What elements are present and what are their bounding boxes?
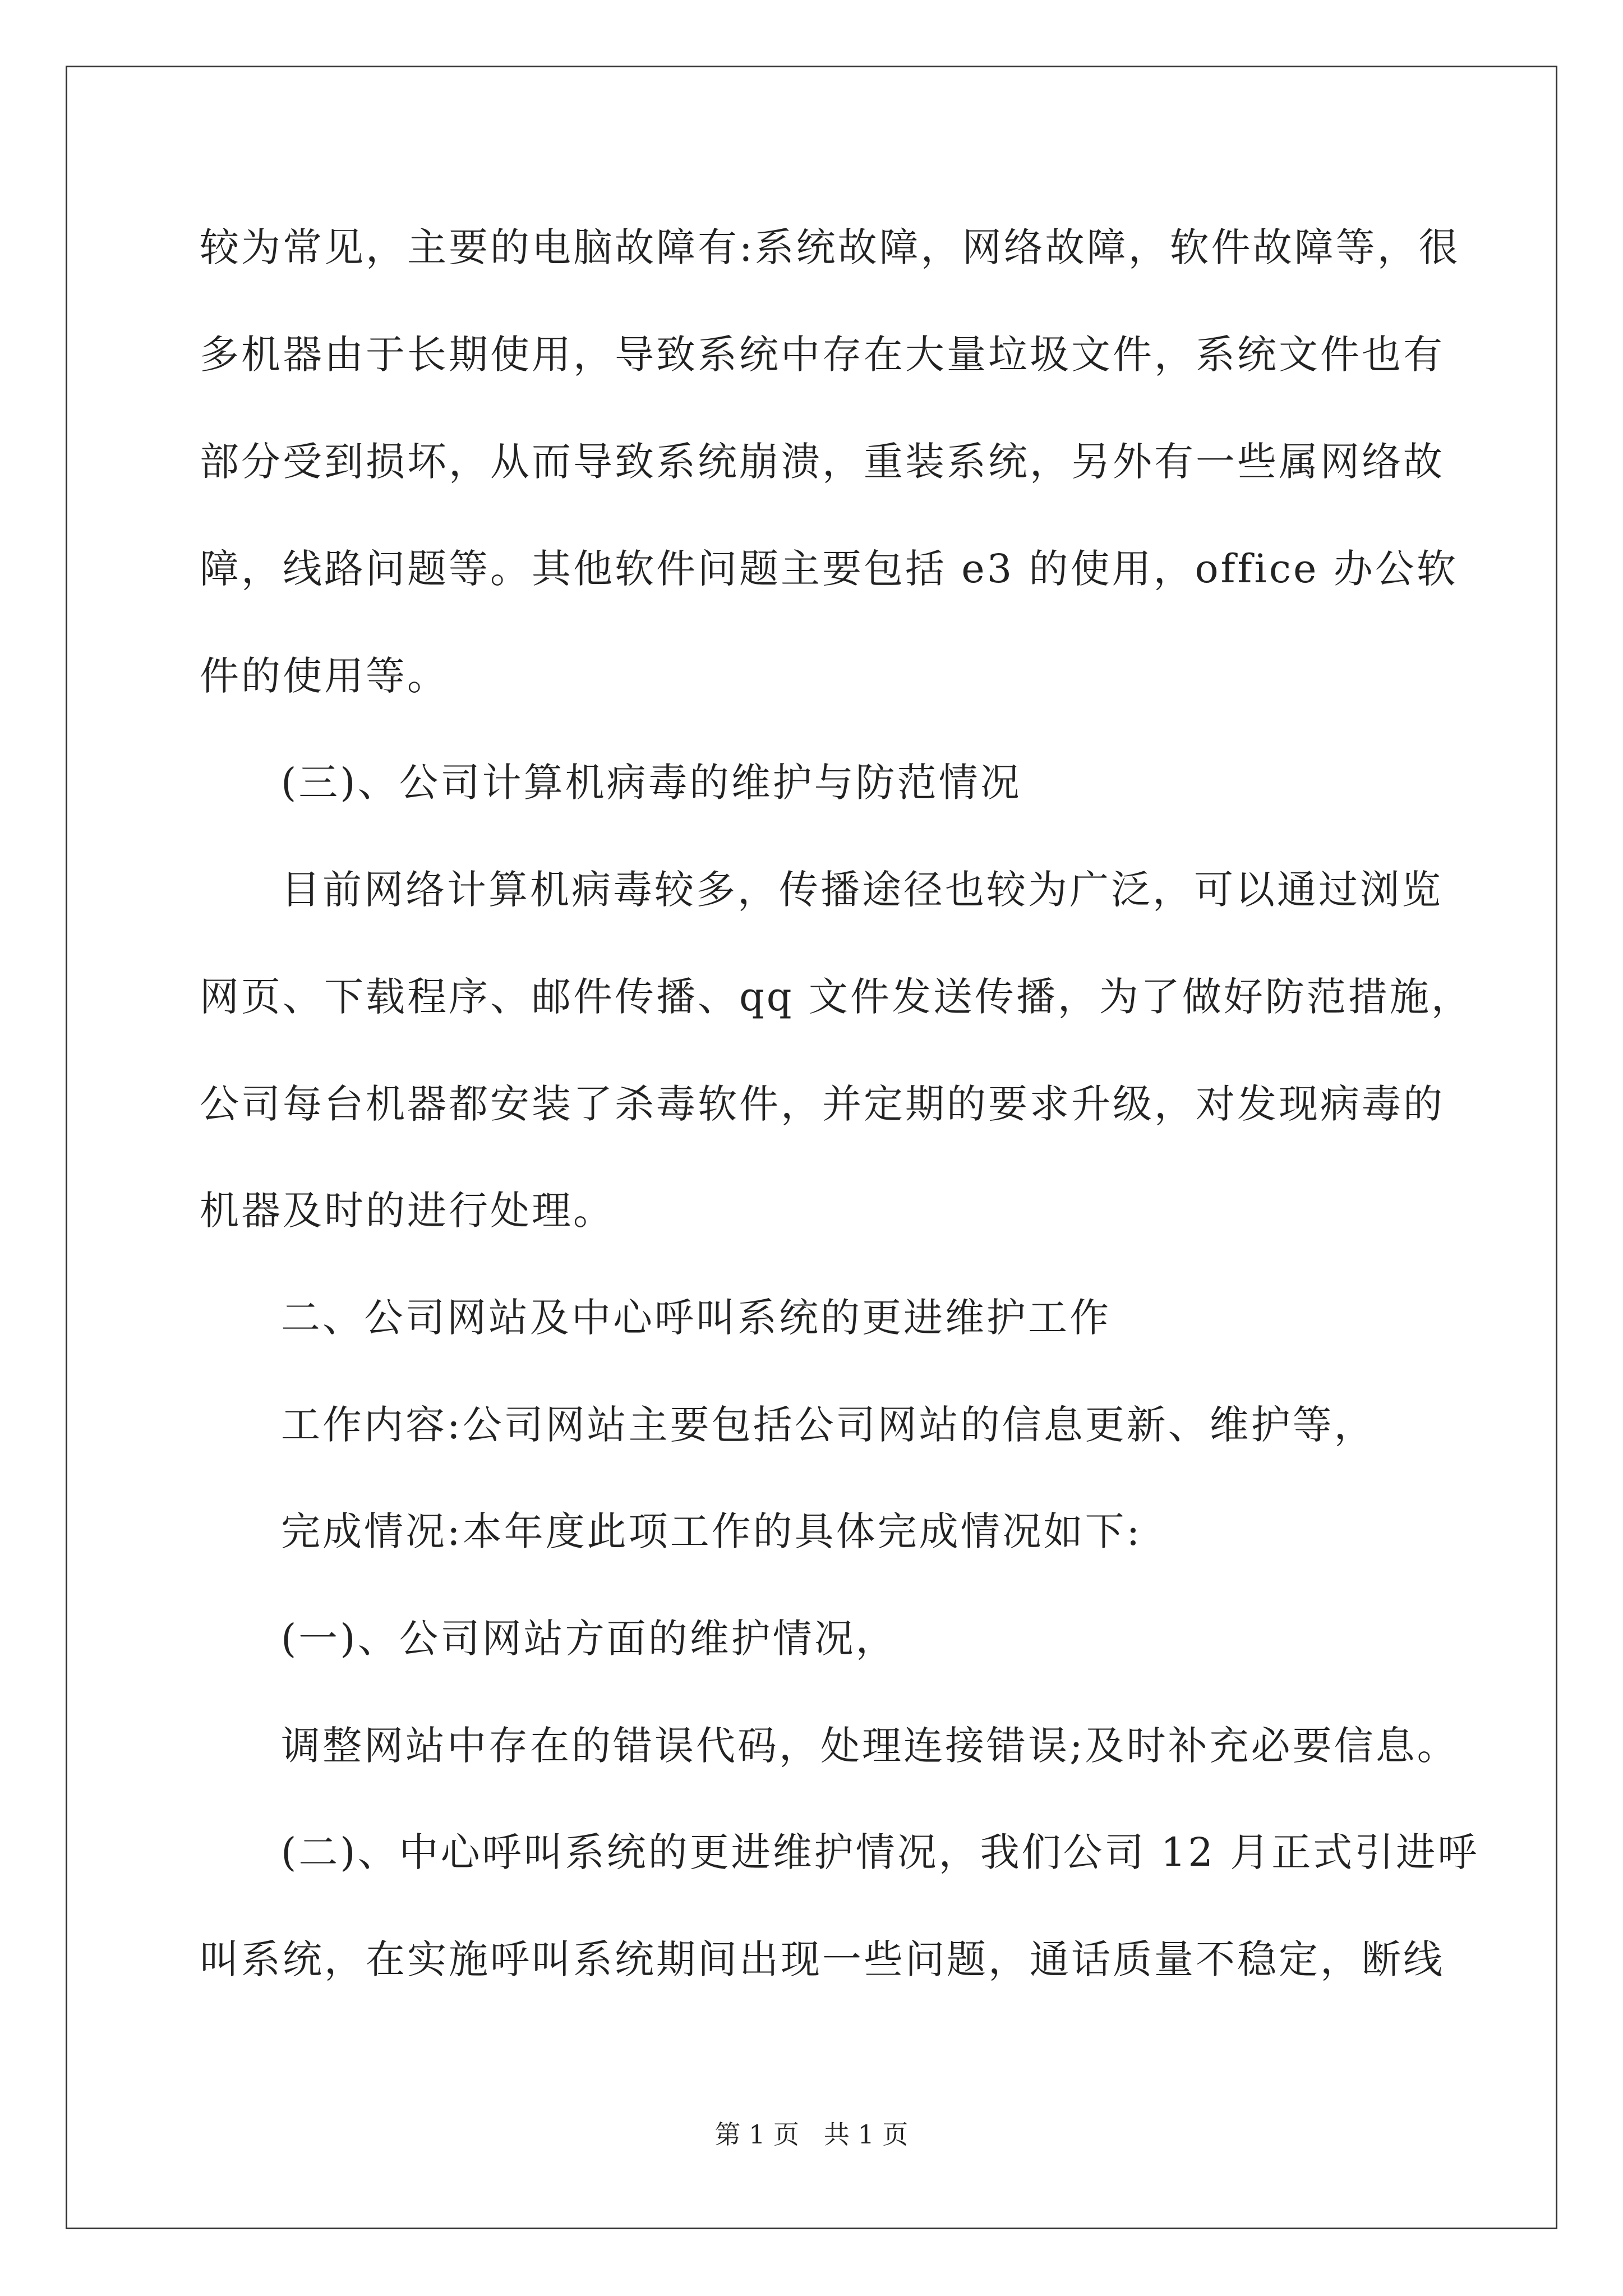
section-heading: (一)、公司网站方面的维护情况， <box>281 1616 897 1662</box>
page-number-footer: 第 1 页 共 1 页 <box>714 2119 909 2150</box>
paragraph-line: 公司每台机器都安装了杀毒软件，并定期的要求升级，对发现病毒的 <box>200 1081 1445 1127</box>
paragraph-line: 目前网络计算机病毒较多，传播途径也较为广泛，可以通过浏览 <box>281 867 1443 913</box>
paragraph-line: 件的使用等。 <box>200 653 449 699</box>
section-heading: (三)、公司计算机病毒的维护与防范情况 <box>281 760 1022 806</box>
paragraph-line: 较为常见，主要的电脑故障有:系统故障，网络故障，软件故障等，很 <box>200 224 1460 270</box>
paragraph-line: 工作内容:公司网站主要包括公司网站的信息更新、维护等， <box>281 1402 1376 1448</box>
paragraph-line: 机器及时的进行处理。 <box>200 1188 615 1234</box>
paragraph-line: 多机器由于长期使用，导致系统中存在大量垃圾文件，系统文件也有 <box>200 332 1445 378</box>
paragraph-line: 调整网站中存在的错误代码，处理连接错误;及时补充必要信息。 <box>281 1723 1459 1769</box>
paragraph-line: 障，线路问题等。其他软件问题主要包括 e3 的使用，office 办公软 <box>200 546 1458 592</box>
paragraph-line: 部分受到损坏，从而导致系统崩溃，重装系统，另外有一些属网络故 <box>200 439 1445 485</box>
paragraph-line: 叫系统，在实施呼叫系统期间出现一些问题，通话质量不稳定，断线 <box>200 1936 1445 1982</box>
paragraph-line: 网页、下载程序、邮件传播、qq 文件发送传播，为了做好防范措施， <box>200 974 1473 1020</box>
paragraph-line: 完成情况:本年度此项工作的具体完成情况如下: <box>281 1508 1142 1554</box>
page-border <box>66 66 1557 2229</box>
section-heading: 二、公司网站及中心呼叫系统的更进维护工作 <box>281 1295 1111 1341</box>
paragraph-line: (二)、中心呼叫系统的更进维护情况，我们公司 12 月正式引进呼 <box>281 1829 1479 1875</box>
